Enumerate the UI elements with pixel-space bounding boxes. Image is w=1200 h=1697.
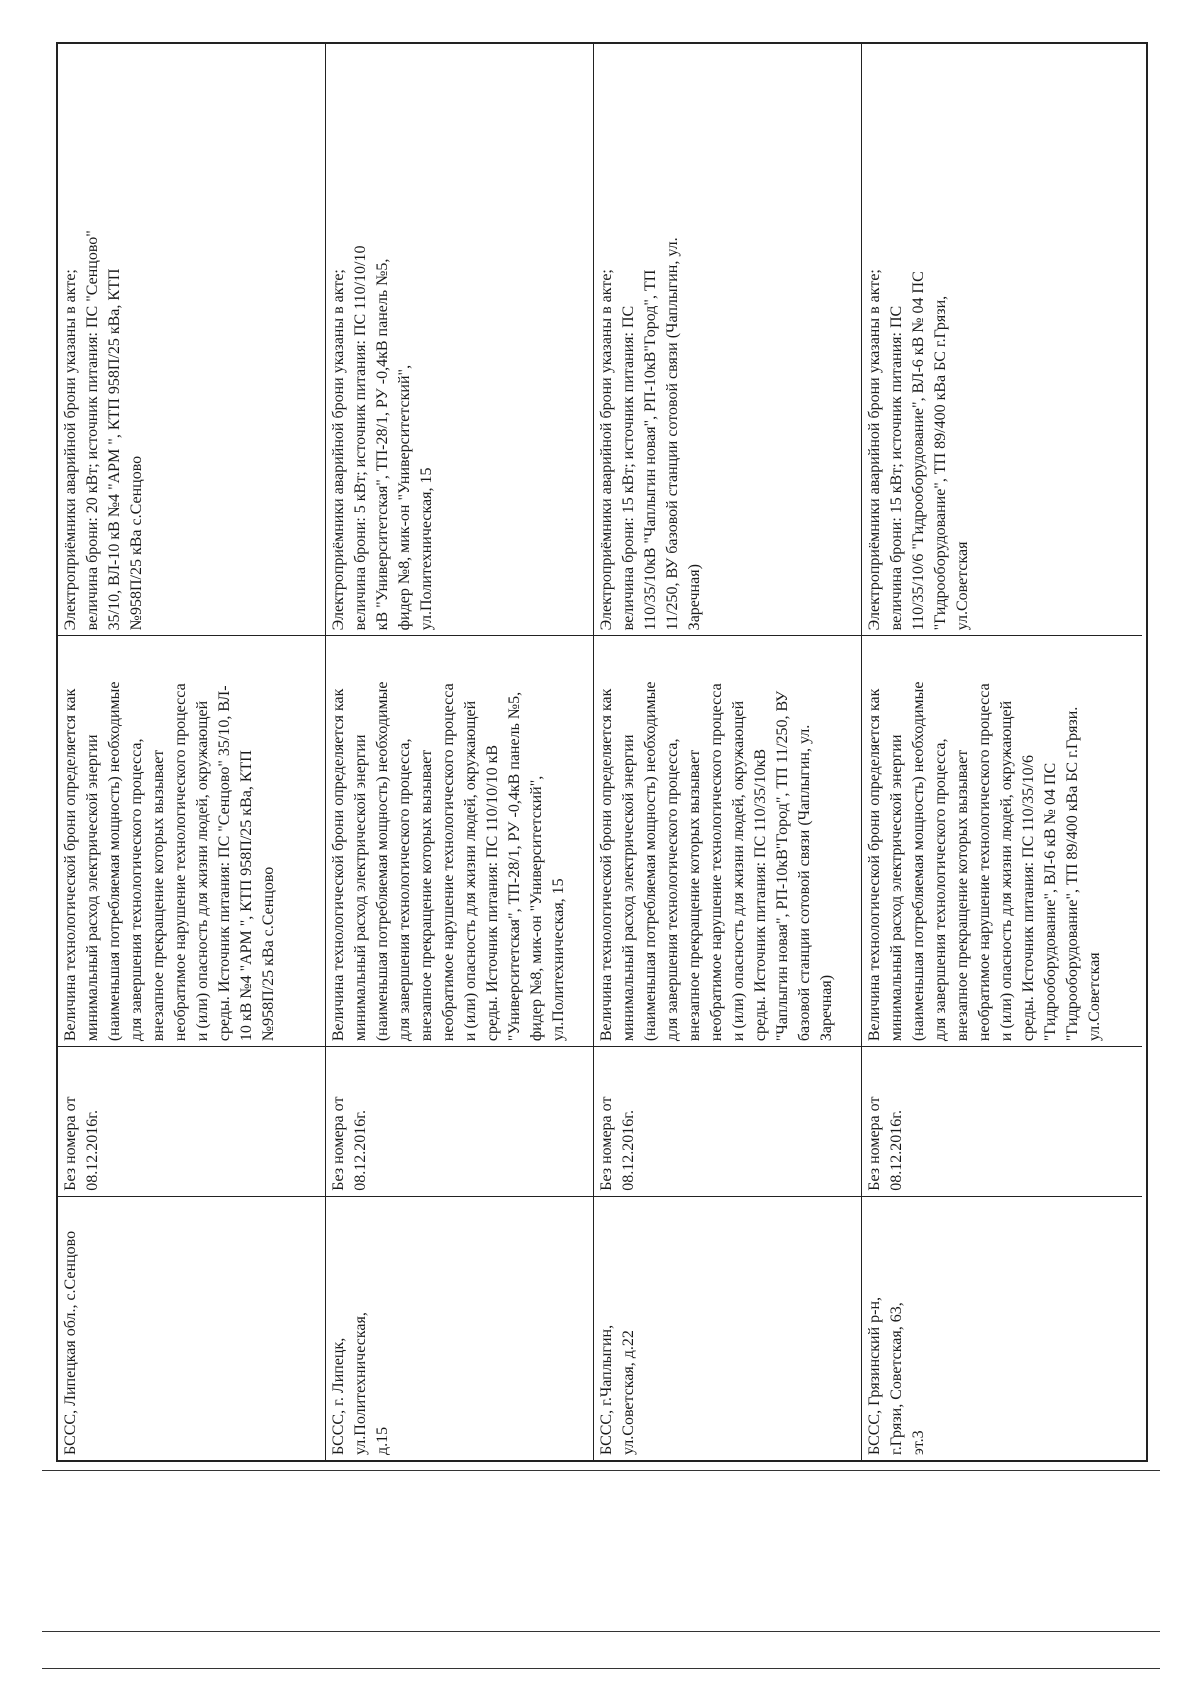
document-cell: Без номера от 08.12.2016г.	[862, 1046, 1142, 1196]
divider-line	[42, 1470, 1160, 1471]
object-address-cell: БССС, Липецкая обл., с.Сенцово	[58, 1196, 325, 1460]
divider-line	[42, 1631, 1160, 1632]
emergency-reserve-table	[56, 42, 1148, 1462]
reserve-info-cell: Электроприёмники аварийной брони указаны в акте; величина брони: 20 кВт; источник питания: ПС "Сенцово" 35/10, ВЛ-10 кВ №4 "АРМ ", КТП 958П/25 кВа, КТП №958П/25 кВа с.Сенцово	[62, 230, 145, 631]
reserve-description-cell: Величина технологической брони определяется как минимальный расход электрической энергии (наименьшая потребляемая мощность) необходимые для завершения технологического процесса, внезапное прекращение которых вызывает необратимое нарушение технологического процесса и (или) опасность для жизни людей, окружающей среды. Источник питания: ПС 110/35/10кВ "Чаплыгин новая", РП-10кВ"Город", ТП 11/250, ВУ базовой станции сотовой связи (Чаплыгин, ул. Заречная)	[594, 635, 861, 1046]
document-cell: Без номера от 08.12.2016г.	[594, 1046, 861, 1196]
object-address-cell: БССС, г.Чаплыгин, ул.Советская, д.22	[594, 1196, 861, 1460]
object-address-cell: БССС, г. Липецк, ул.Политехническая, д.15	[326, 1196, 593, 1460]
table-row	[326, 44, 594, 1460]
object-address-cell: БССС, Грязинский р-н, г.Грязи, Советская, 63, эт.3	[862, 1196, 1142, 1460]
table-row	[58, 44, 326, 1460]
divider-line	[42, 1668, 1160, 1669]
reserve-info-cell: Электроприёмники аварийной брони указаны в акте; величина брони: 15 кВт; источник питания: ПС 110/35/10/6 "Гидрооборудование", ВЛ-6 кВ № 04 ПС "Гидрооборудование", ТП 89/400 кВа БС г.Грязи, ул.Советская	[866, 269, 971, 631]
reserve-info-cell: Электроприёмники аварийной брони указаны в акте; величина брони: 15 кВт; источник питания: ПС 110/35/10кВ "Чаплыгин новая", РП-10кВ"Город", ТП 11/250, ВУ базовой станции сотовой связи (Чаплыгин, ул. Заречная)	[598, 237, 703, 631]
table-row	[594, 44, 862, 1460]
document-cell: Без номера от 08.12.2016г.	[58, 1046, 325, 1196]
reserve-description-cell: Величина технологической брони определяется как минимальный расход электрической энергии (наименьшая потребляемая мощность) необходимые для завершения технологического процесса, внезапное прекращение которых вызывает необратимое нарушение технологического процесса и (или) опасность для жизни людей, окружающей среды. Источник питания: ПС 110/10/10 кВ "Университетская", ТП-28/1, РУ -0,4кВ панель №5, фидер №8, мик-он "Университетский", ул.Политехническая, 15	[326, 635, 593, 1046]
table-row	[862, 44, 1142, 1460]
document-cell: Без номера от 08.12.2016г.	[326, 1046, 593, 1196]
reserve-description-cell: Величина технологической брони определяется как минимальный расход электрической энергии (наименьшая потребляемая мощность) необходимые для завершения технологического процесса, внезапное прекращение которых вызывает необратимое нарушение технологического процесса и (или) опасность для жизни людей, окружающей среды. Источник питания: ПС "Сенцово" 35/10, ВЛ- 10 кВ №4 "АРМ ", КТП 958П/25 кВа, КТП №958П/25 кВа с.Сенцово	[58, 635, 325, 1046]
reserve-info-cell: Электроприёмники аварийной брони указаны в акте; величина брони: 5 кВт; источник питания: ПС 110/10/10 кВ "Университетская", ТП-28/1, РУ -0,4кВ панель №5, фидер №8, мик-он "Университетский", ул.Политехническая, 15	[330, 245, 435, 631]
reserve-description-cell: Величина технологической брони определяется как минимальный расход электрической энергии (наименьшая потребляемая мощность) необходимые для завершения технологического процесса, внезапное прекращение которых вызывает необратимое нарушение технологического процесса и (или) опасность для жизни людей, окружающей среды. Источник питания: ПС 110/35/10/6 "Гидрооборудование", ВЛ-6 кВ № 04 ПС "Гидрооборудование", ТП 89/400 кВа БС г.Грязи. ул.Советская	[862, 635, 1142, 1046]
